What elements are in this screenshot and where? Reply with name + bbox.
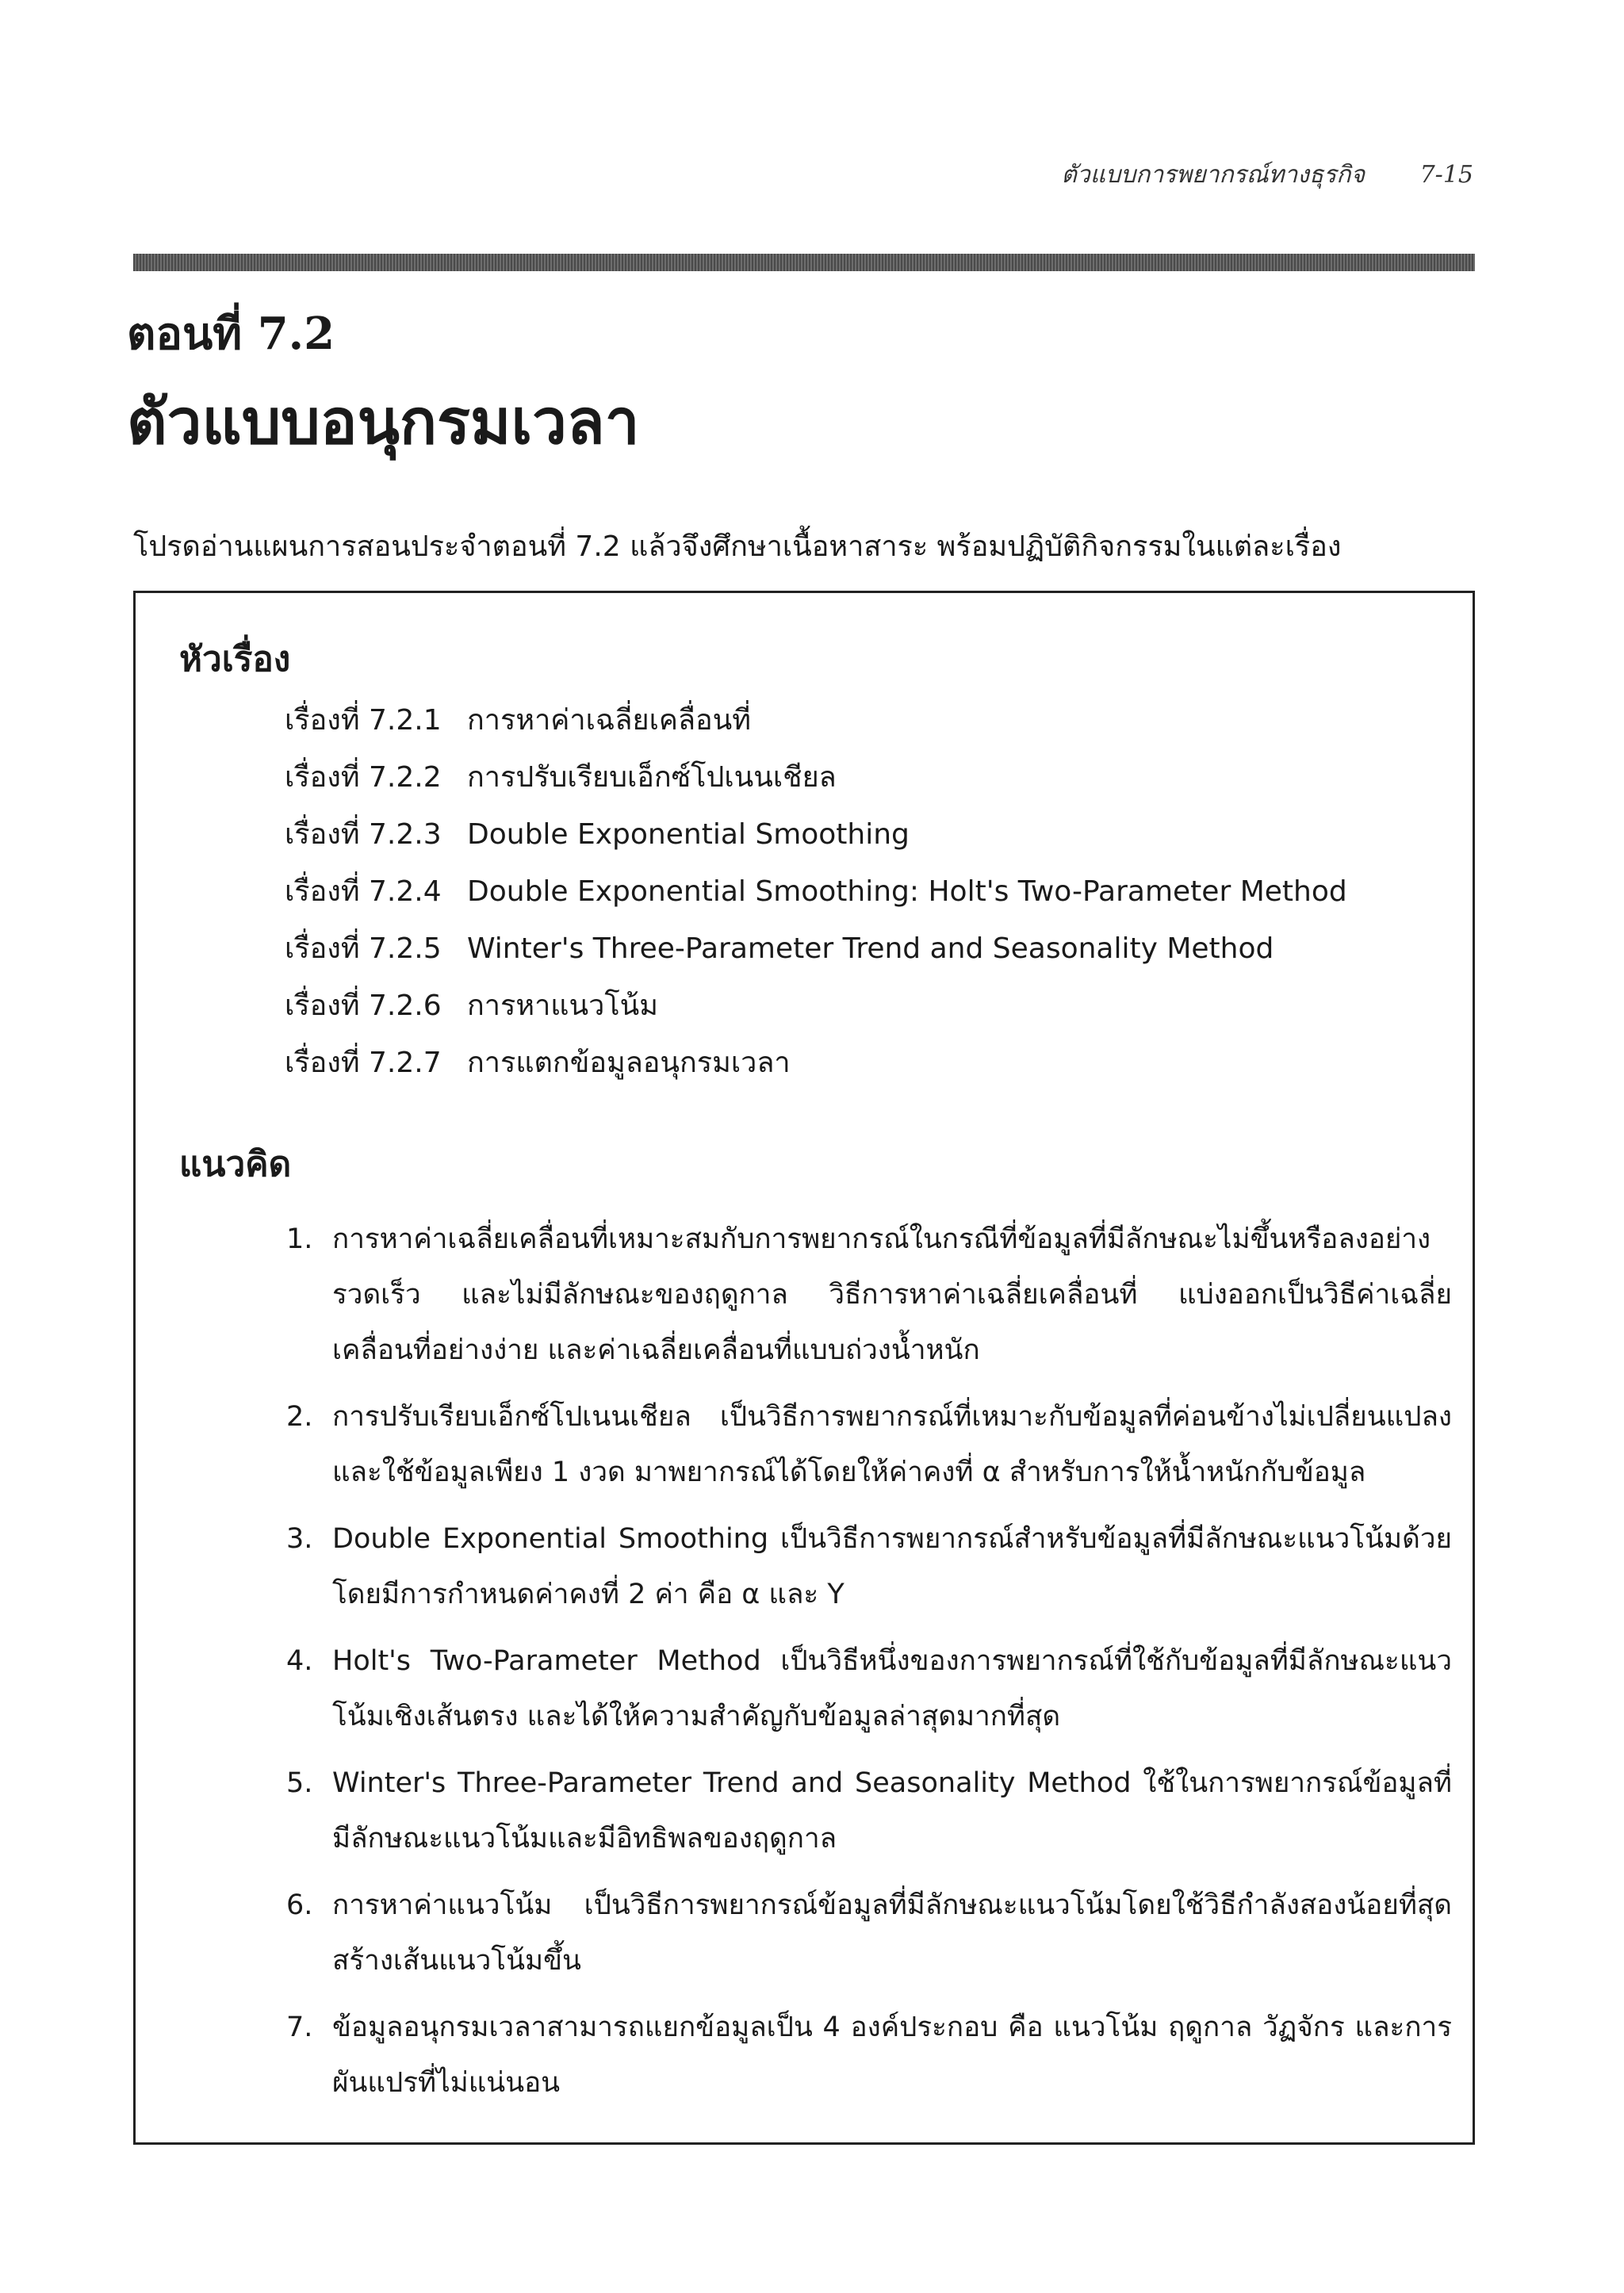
concept-number: 7. [286, 2012, 313, 2043]
concept-number: 5. [286, 1767, 313, 1799]
page-number: 7-15 [1419, 161, 1473, 189]
section-title: ตัวแบบอนุกรมเวลา [127, 386, 640, 458]
topic-title: การแตกข้อมูลอนุกรมเวลา [467, 1047, 791, 1079]
topic-title: Double Exponential Smoothing [467, 818, 910, 851]
topics-heading: หัวเรื่อง [179, 639, 291, 679]
topic-title: Double Exponential Smoothing: Holt's Two-Parameter Method [467, 875, 1347, 908]
running-title: ตัวแบบการพยากรณ์ทางธุรกิจ [1061, 161, 1365, 189]
concept-number: 4. [286, 1645, 313, 1677]
concept-text: ข้อมูลอนุกรมเวลาสามารถแยกข้อมูลเป็น 4 องค์ประกอบ คือ แนวโน้ม ฤดูกาล วัฏจักร และการผันแปรที่ไม่แน่นอน [332, 2012, 1452, 2099]
concepts-list [286, 1212, 1452, 2122]
concept-item [286, 1633, 1452, 1744]
running-header [1061, 156, 1473, 193]
topic-number: เรื่องที่ 7.2.7 [285, 1047, 442, 1079]
concept-number: 1. [286, 1223, 313, 1255]
concept-text: Winter's Three-Parameter Trend and Seasonality Method ใช้ในการพยากรณ์ข้อมูลที่มีลักษณะแนวโน้มและมีอิทธิพลของฤดูกาล [332, 1767, 1452, 1855]
topic-item [285, 1035, 1347, 1092]
section-number: ตอนที่ 7.2 [127, 308, 335, 360]
concepts-heading: แนวคิด [179, 1144, 292, 1185]
topic-item [285, 692, 1347, 749]
concept-number: 2. [286, 1401, 313, 1433]
concept-text: การหาค่าแนวโน้ม เป็นวิธีการพยากรณ์ข้อมูลที่มีลักษณะแนวโน้มโดยใช้วิธีกำลังสองน้อยที่สุดสร้างเส้นแนวโน้มขึ้น [332, 1889, 1452, 1977]
concept-item [286, 1878, 1452, 1989]
topic-title: การหาค่าเฉลี่ยเคลื่อนที่ [467, 704, 751, 737]
concept-item [286, 1511, 1452, 1622]
topic-number: เรื่องที่ 7.2.2 [285, 761, 442, 794]
concept-item [286, 2000, 1452, 2111]
topic-number: เรื่องที่ 7.2.6 [285, 990, 442, 1022]
topic-item [285, 863, 1347, 921]
topic-number: เรื่องที่ 7.2.5 [285, 932, 442, 965]
concept-item [286, 1212, 1452, 1378]
topic-item [285, 921, 1347, 978]
concept-text: การปรับเรียบเอ็กซ์โปเนนเชียล เป็นวิธีการพยากรณ์ที่เหมาะกับข้อมูลที่ค่อนข้างไม่เปลี่ยนแปลง และใช้ข้อมูลเพียง 1 งวด มาพยากรณ์ได้โดยให้ค่าคงที่ α สำหรับการให้น้ำหนักกับข้อมูล [332, 1401, 1452, 1488]
lesson-plan-box [133, 591, 1475, 2145]
topic-title: การปรับเรียบเอ็กซ์โปเนนเชียล [467, 761, 837, 794]
concept-item [286, 1389, 1452, 1500]
topic-title: Winter's Three-Parameter Trend and Seasonality Method [467, 932, 1274, 965]
topic-number: เรื่องที่ 7.2.1 [285, 704, 442, 737]
topic-item [285, 978, 1347, 1035]
header-rule [133, 254, 1475, 271]
topic-title: การหาแนวโน้ม [467, 990, 658, 1022]
concept-text: การหาค่าเฉลี่ยเคลื่อนที่เหมาะสมกับการพยากรณ์ในกรณีที่ข้อมูลที่มีลักษณะไม่ขึ้นหรือลงอย่างรวดเร็ว และไม่มีลักษณะของฤดูกาล วิธีการหาค่าเฉลี่ยเคลื่อนที่ แบ่งออกเป็นวิธีค่าเฉลี่ยเคลื่อนที่อย่างง่าย และค่าเฉลี่ยเคลื่อนที่แบบถ่วงน้ำหนัก [332, 1223, 1452, 1366]
concept-number: 6. [286, 1889, 313, 1921]
concept-text: Double Exponential Smoothing เป็นวิธีการพยากรณ์สำหรับข้อมูลที่มีลักษณะแนวโน้มด้วย โดยมีการกำหนดค่าคงที่ 2 ค่า คือ α และ Υ [332, 1523, 1452, 1610]
topic-item [285, 749, 1347, 806]
instruction-text: โปรดอ่านแผนการสอนประจำตอนที่ 7.2 แล้วจึงศึกษาเนื้อหาสาระ พร้อมปฏิบัติกิจกรรมในแต่ละเรื่อง [133, 530, 1342, 563]
topics-list [285, 692, 1347, 1092]
topic-item [285, 806, 1347, 863]
concept-number: 3. [286, 1523, 313, 1555]
concept-text: Holt's Two-Parameter Method เป็นวิธีหนึ่งของการพยากรณ์ที่ใช้กับข้อมูลที่มีลักษณะแนวโน้มเชิงเส้นตรง และได้ให้ความสำคัญกับข้อมูลล่าสุดมากที่สุด [332, 1645, 1452, 1732]
concept-item [286, 1755, 1452, 1866]
topic-number: เรื่องที่ 7.2.3 [285, 818, 442, 851]
topic-number: เรื่องที่ 7.2.4 [285, 875, 442, 908]
